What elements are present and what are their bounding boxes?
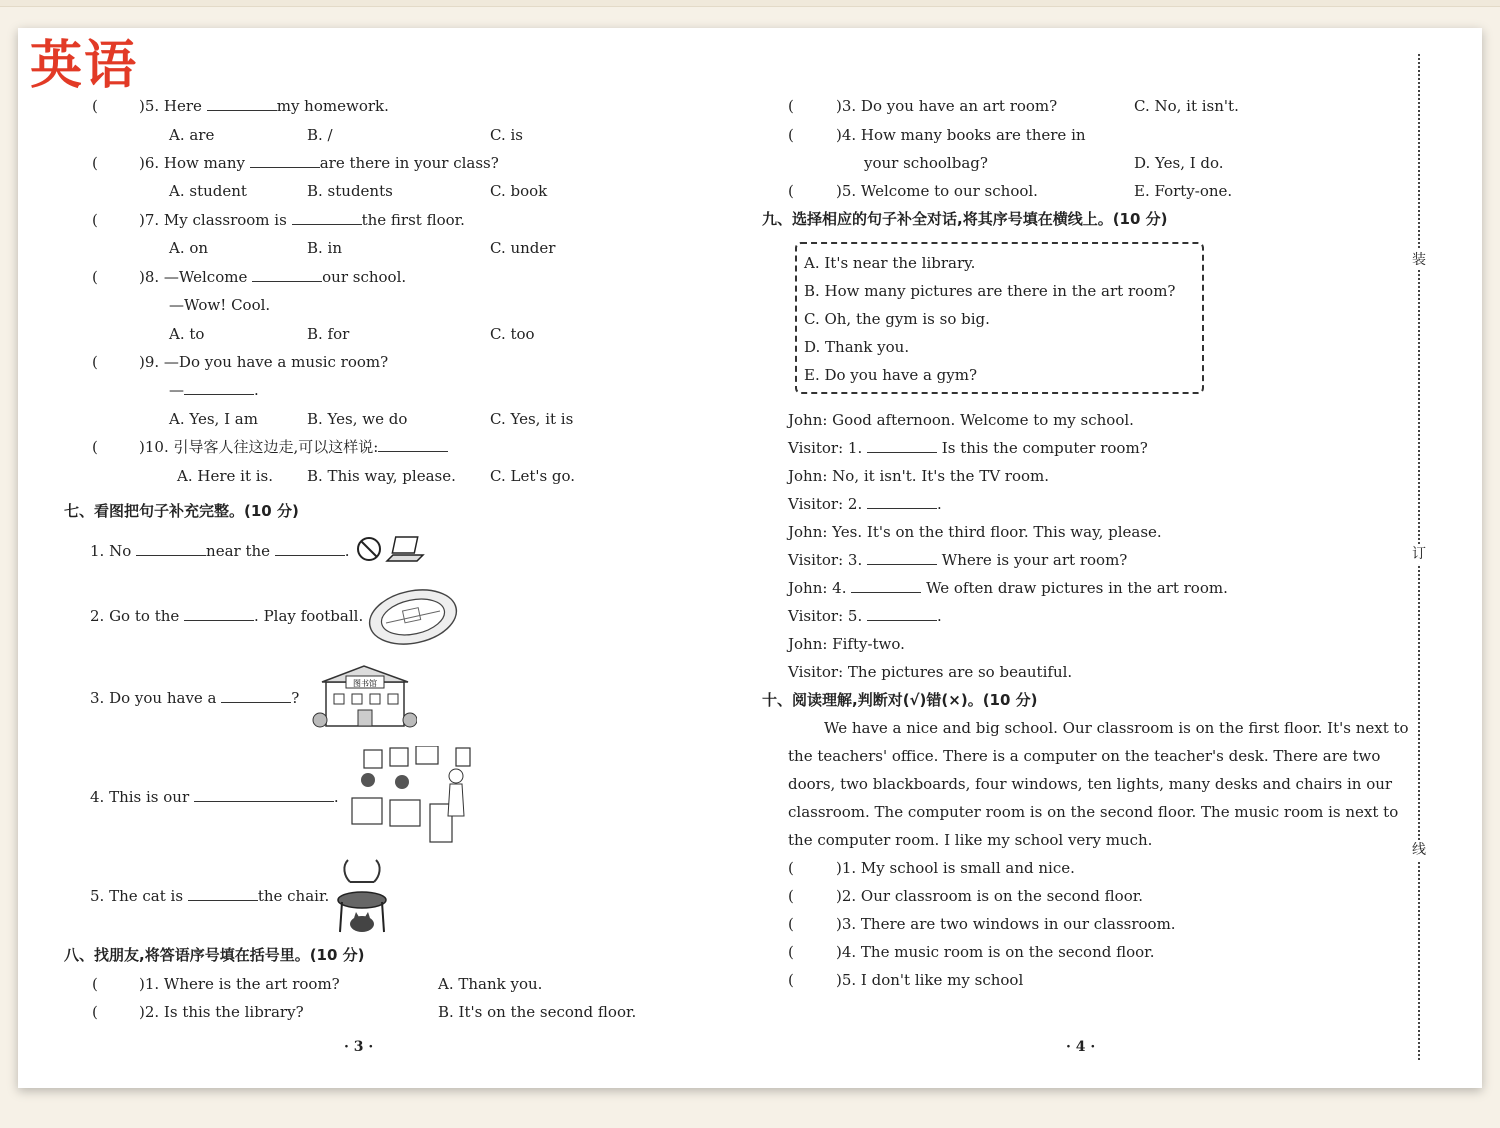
paren: (	[92, 268, 98, 286]
s7-item-4: 4. This is our .	[90, 788, 339, 806]
s9-option: C. Oh, the gym is so big.	[804, 310, 990, 328]
paren: (	[92, 154, 98, 172]
paren: (	[788, 859, 794, 877]
s8-question: )4. How many books are there in	[836, 126, 1086, 144]
passage-line: classroom. The computer room is on the second floor. The music room is next to	[788, 803, 1399, 821]
option: C. is	[490, 126, 523, 144]
s9-option: E. Do you have a gym?	[804, 366, 978, 384]
dialogue-line: John: Yes. It's on the third floor. This way, please.	[788, 523, 1162, 541]
subject-title: 英语	[30, 36, 139, 96]
option: A. Here it is.	[177, 467, 273, 485]
tf-item: )3. There are two windows in our classroom.	[836, 915, 1176, 933]
paren: (	[92, 211, 98, 229]
s8-answer: B. It's on the second floor.	[438, 1003, 637, 1021]
paren: (	[92, 353, 98, 371]
dialogue-line: John: No, it isn't. It's the TV room.	[788, 467, 1050, 485]
paren: (	[92, 1003, 98, 1021]
passage-line: doors, two blackboards, four windows, ten lights, many desks and chairs in our	[788, 775, 1393, 793]
section9-title: 九、选择相应的句子补全对话,将其序号填在横线上。(10 分)	[762, 210, 1168, 228]
option: A. Yes, I am	[169, 410, 258, 428]
s7-item-5: 5. The cat is the chair.	[90, 887, 330, 905]
question-line2: —Wow! Cool.	[169, 296, 271, 314]
dialogue-line: Visitor: 5. .	[788, 607, 942, 625]
tf-item: )5. I don't like my school	[836, 971, 1024, 989]
library-sign: 图书馆	[353, 679, 377, 688]
paren: (	[788, 182, 794, 200]
tf-item: )2. Our classroom is on the second floor.	[836, 887, 1144, 905]
dialogue-line: John: Good afternoon. Welcome to my school.	[788, 411, 1134, 429]
paren: (	[92, 438, 98, 456]
option: C. book	[490, 182, 548, 200]
question: )8. —Welcome our school.	[139, 268, 407, 286]
option: C. too	[490, 325, 535, 343]
no-food-computer-icon	[355, 531, 430, 571]
option: A. student	[169, 182, 247, 200]
dialogue-line: John: Fifty-two.	[788, 635, 905, 653]
s8-answer: A. Thank you.	[438, 975, 543, 993]
library-building-icon	[312, 662, 417, 734]
paren: (	[788, 97, 794, 115]
s7-item-3: 3. Do you have a ?	[90, 689, 300, 707]
dialogue-line: Visitor: 2. .	[788, 495, 942, 513]
paren: (	[788, 971, 794, 989]
s7-item-1: 1. No near the .	[90, 542, 350, 560]
s8-answer: E. Forty-one.	[1134, 182, 1233, 200]
s8-question: )3. Do you have an art room?	[836, 97, 1058, 115]
question: )10. 引导客人往这边走,可以这样说:	[139, 437, 448, 457]
s8-question-line2: your schoolbag?	[864, 154, 988, 172]
question: )6. How many are there in your class?	[139, 154, 499, 172]
computer-room-icon	[346, 746, 478, 846]
option: C. Let's go.	[490, 467, 576, 485]
page-number-left: · 3 ·	[344, 1039, 374, 1055]
dialogue-line: John: 4. We often draw pictures in the art room.	[788, 579, 1228, 597]
s8-question: )1. Where is the art room?	[139, 975, 340, 993]
s8-question: )2. Is this the library?	[139, 1003, 304, 1021]
option: B. students	[307, 182, 393, 200]
dialogue-line: Visitor: The pictures are so beautiful.	[788, 663, 1073, 681]
top-strip	[0, 0, 1500, 7]
playground-icon	[366, 585, 461, 647]
s9-option: B. How many pictures are there in the art room?	[804, 282, 1176, 300]
s9-option: D. Thank you.	[804, 338, 910, 356]
option: B. /	[307, 126, 333, 144]
paren: (	[788, 126, 794, 144]
question: )7. My classroom is the first floor.	[139, 211, 465, 229]
s7-item-2: 2. Go to the . Play football.	[90, 607, 364, 625]
question: )5. Here my homework.	[139, 97, 389, 115]
s8-question: )5. Welcome to our school.	[836, 182, 1038, 200]
option: B. Yes, we do	[307, 410, 408, 428]
tf-item: )4. The music room is on the second floor.	[836, 943, 1155, 961]
section7-title: 七、看图把句子补充完整。(10 分)	[64, 502, 299, 520]
tf-item: )1. My school is small and nice.	[836, 859, 1075, 877]
paren: (	[788, 915, 794, 933]
s9-option: A. It's near the library.	[804, 254, 976, 272]
paren: (	[788, 943, 794, 961]
section8-title: 八、找朋友,将答语序号填在括号里。(10 分)	[64, 946, 365, 964]
option: B. This way, please.	[307, 467, 456, 485]
dialogue-line: Visitor: 1. Is this the computer room?	[788, 439, 1148, 457]
cat-under-chair-icon	[334, 856, 392, 936]
margin-mark: 订	[1409, 544, 1429, 564]
option: B. for	[307, 325, 350, 343]
s8-answer: C. No, it isn't.	[1134, 97, 1239, 115]
paren: (	[788, 887, 794, 905]
option: C. Yes, it is	[490, 410, 574, 428]
page-number-right: · 4 ·	[1066, 1039, 1096, 1055]
paren: (	[92, 97, 98, 115]
margin-mark: 装	[1409, 250, 1429, 270]
option: A. to	[169, 325, 205, 343]
passage-line: We have a nice and big school. Our classroom is on the first floor. It's next to	[824, 719, 1409, 737]
passage-line: the teachers' office. There is a computer on the teacher's desk. There are two	[788, 747, 1381, 765]
question: )9. —Do you have a music room?	[139, 353, 389, 371]
s8-answer: D. Yes, I do.	[1134, 154, 1224, 172]
question-line2: — .	[169, 381, 259, 399]
dialogue-line: Visitor: 3. Where is your art room?	[788, 551, 1128, 569]
paren: (	[92, 975, 98, 993]
option: C. under	[490, 239, 556, 257]
option: A. are	[169, 126, 215, 144]
option: B. in	[307, 239, 343, 257]
option: A. on	[169, 239, 209, 257]
worksheet-spread	[18, 28, 1482, 1088]
margin-mark: 线	[1409, 840, 1429, 860]
passage-line: the computer room. I like my school very much.	[788, 831, 1153, 849]
section10-title: 十、阅读理解,判断对(√)错(×)。(10 分)	[762, 691, 1038, 709]
